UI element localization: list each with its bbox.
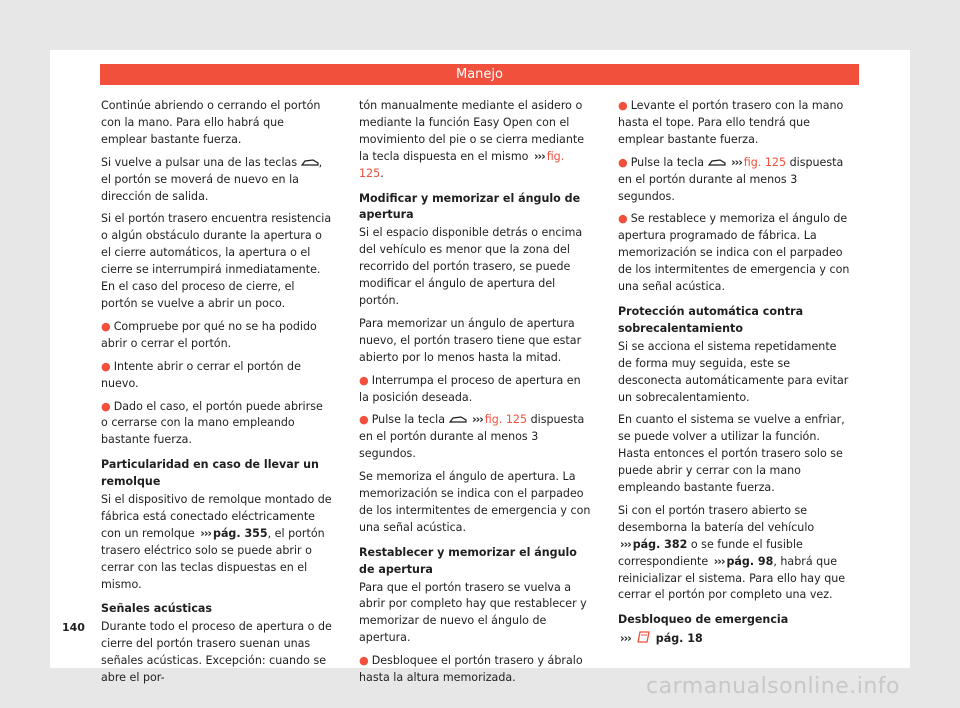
paragraph: Si el portón trasero encuentra resistencia o algún obstáculo durante la apertura o el cierre automáticos, la apertura o el cierre se interrumpirá inmediatamente. En el caso del proceso de cierre, el portón se vuelve a abrir un poco. bbox=[101, 212, 332, 310]
page-number: 140 bbox=[62, 621, 85, 634]
figure-reference-link[interactable]: fig. 125 bbox=[359, 149, 565, 180]
paragraph: Continúe abriendo o cerrando el portón con la mano. Para ello habrá que emplear bastante fuerza. bbox=[101, 99, 321, 146]
bullet-icon: ● bbox=[101, 319, 111, 333]
reference-arrows: ››› bbox=[472, 413, 483, 427]
text: tón manualmente mediante el asidero o mediante la función Easy Open con el movimiento del pie o se cierra mediante la tecla dispuesta en el mismo bbox=[359, 99, 585, 163]
paragraph bbox=[101, 155, 333, 206]
paragraph: Se memoriza el ángulo de apertura. La memorización se indica con el parpadeo de los intermitentes de emergencia y con una señal acústica. bbox=[359, 470, 591, 534]
page-reference-link[interactable]: pág. 18 bbox=[655, 632, 703, 646]
paragraph: En cuanto el sistema se vuelve a enfriar, se puede volver a utilizar la función. Hasta entonces el portón trasero solo se puede abrir y cerrar con la mano empleando bastante fuerza. bbox=[618, 413, 845, 495]
paragraph: Si el espacio disponible detrás o encima del vehículo es menor que la zona del recorrido del portón trasero, se puede modificar el ángulo de apertura del portón. bbox=[359, 226, 583, 307]
text: , el portón se moverá de nuevo en la dirección de salida. bbox=[101, 155, 323, 203]
bullet-icon: ● bbox=[359, 654, 369, 668]
manual-book-icon bbox=[636, 630, 652, 644]
text: Pulse la tecla bbox=[371, 413, 445, 427]
reference-arrows: ››› bbox=[620, 632, 631, 646]
reference-arrows: ››› bbox=[533, 149, 545, 163]
section-header: Manejo bbox=[100, 64, 859, 85]
bullet-item bbox=[101, 359, 333, 393]
bullet-icon: ● bbox=[618, 99, 628, 112]
bullet-item bbox=[359, 653, 591, 687]
paragraph bbox=[101, 492, 333, 593]
text-column-3 bbox=[618, 98, 850, 654]
text: , el portón trasero eléctrico solo se puede abrir o cerrar con las teclas dispuestas en el mismo. bbox=[101, 526, 325, 591]
bullet-icon: ● bbox=[359, 373, 369, 387]
text: o se funde el fusible correspondiente bbox=[618, 537, 803, 568]
page-reference-link[interactable]: pág. 355 bbox=[213, 526, 268, 540]
bullet-icon: ● bbox=[618, 155, 628, 169]
tailgate-key-icon bbox=[301, 158, 319, 167]
page-reference-link[interactable]: pág. 382 bbox=[632, 537, 688, 551]
bullet-item bbox=[101, 319, 333, 353]
paragraph bbox=[618, 630, 850, 648]
reference-arrows: ››› bbox=[200, 526, 211, 540]
text: Si el dispositivo de remolque montado de fábrica está conectado eléctricamente con un remolque bbox=[101, 493, 332, 540]
reference-arrows: ››› bbox=[713, 554, 725, 568]
bullet-icon: ● bbox=[618, 212, 628, 226]
text: Si vuelve a pulsar una de las teclas bbox=[101, 155, 298, 169]
text: dispuesta en el portón durante al menos 3 segundos. bbox=[618, 155, 844, 203]
text: Interrumpa el proceso de apertura en la posición deseada. bbox=[359, 373, 581, 404]
text: Si con el portón trasero abierto se desemborna la batería del vehículo bbox=[618, 503, 815, 534]
page-reference-link[interactable]: pág. 98 bbox=[726, 554, 774, 568]
paragraph: Si se acciona el sistema repetidamente de forma muy seguida, este se desconecta automáticamente para evitar un sobrecalentamiento. bbox=[618, 339, 849, 404]
tailgate-key-icon bbox=[708, 158, 726, 167]
bullet-item bbox=[618, 155, 850, 206]
text: , habrá que reinicializar el sistema. Para ello hay que cerrar el portón por completo una vez. bbox=[618, 554, 846, 602]
subheading: Restablecer y memorizar el ángulo de apertura bbox=[359, 545, 577, 576]
bullet-item bbox=[359, 412, 591, 463]
bullet-item bbox=[359, 373, 591, 407]
bullet-item bbox=[618, 211, 850, 296]
subheading: Modificar y memorizar el ángulo de apertura bbox=[359, 191, 581, 222]
bullet-item bbox=[101, 399, 333, 450]
paragraph: Para que el portón trasero se vuelva a abrir por completo hay que restablecer y memorizar de nuevo el ángulo de apertura. bbox=[359, 580, 587, 645]
manual-page bbox=[50, 50, 910, 685]
paragraph: Durante todo el proceso de apertura o de cierre del portón trasero suenan unas señales acústicas. Excepción: cuando se abre el por- bbox=[101, 620, 332, 685]
subheading: Protección automática contra sobrecalentamiento bbox=[618, 304, 804, 335]
text: dispuesta en el portón durante al menos 3 segundos. bbox=[359, 413, 585, 461]
figure-reference-link[interactable]: fig. 125 bbox=[484, 413, 528, 427]
paragraph: Para memorizar un ángulo de apertura nuevo, el portón trasero tiene que estar abierto por lo menos hasta la mitad. bbox=[359, 316, 582, 364]
text: Pulse la tecla bbox=[630, 155, 704, 169]
text: Levante el portón trasero con la mano hasta el tope. Para ello tendrá que emplear bastante fuerza. bbox=[618, 99, 844, 146]
text-column-2 bbox=[359, 98, 591, 693]
paragraph bbox=[618, 503, 850, 604]
subheading: Señales acústicas bbox=[101, 602, 213, 616]
bullet-icon: ● bbox=[101, 399, 111, 413]
paragraph bbox=[359, 98, 591, 183]
watermark-text: carmanualsonline.info bbox=[646, 674, 900, 699]
subheading: Particularidad en caso de llevar un remolque bbox=[101, 458, 319, 489]
bullet-item bbox=[618, 98, 850, 149]
bullet-icon: ● bbox=[101, 359, 111, 373]
text: . bbox=[380, 166, 384, 180]
text: Compruebe por qué no se ha podido abrir o cerrar el portón. bbox=[101, 319, 317, 350]
bullet-icon: ● bbox=[359, 413, 369, 427]
text: Se restablece y memoriza el ángulo de apertura programado de fábrica. La memorización se indica con el parpadeo de los intermitentes de emergencia y con una señal acústica. bbox=[618, 212, 850, 294]
figure-reference-link[interactable]: fig. 125 bbox=[743, 155, 787, 169]
text: Dado el caso, el portón puede abrirse o cerrarse con la mano empleando bastante fuerza. bbox=[101, 399, 323, 447]
reference-arrows: ››› bbox=[731, 155, 742, 169]
text: Intente abrir o cerrar el portón de nuevo. bbox=[101, 359, 301, 390]
text-column-1 bbox=[101, 98, 333, 693]
subheading: Desbloqueo de emergencia bbox=[618, 613, 789, 627]
tailgate-key-icon bbox=[449, 415, 467, 424]
text: Desbloquee el portón trasero y ábralo hasta la altura memorizada. bbox=[359, 654, 583, 685]
reference-arrows: ››› bbox=[620, 537, 631, 551]
